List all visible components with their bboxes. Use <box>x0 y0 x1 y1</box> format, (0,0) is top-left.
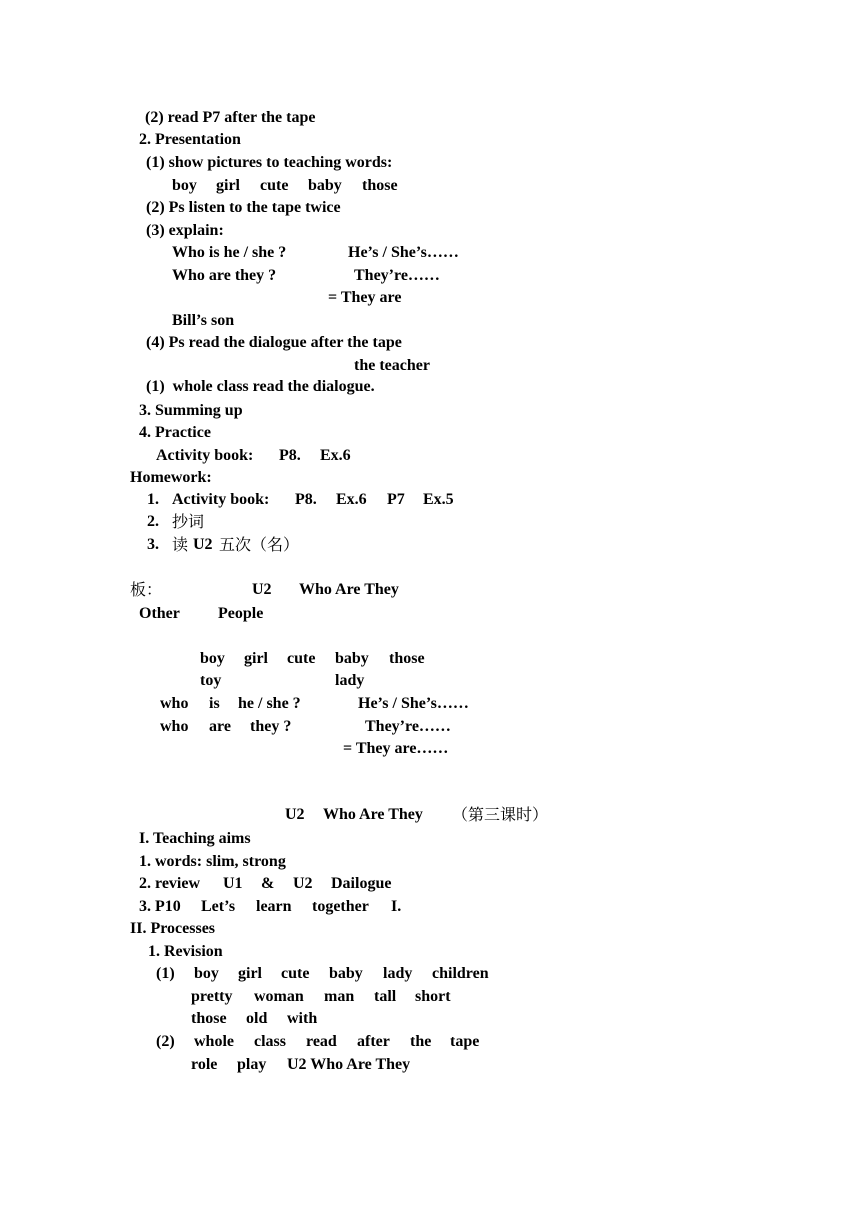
board-a2: They’re…… <box>365 718 451 735</box>
rev-word-with: with <box>287 1010 318 1027</box>
line-bills-son: Bill’s son <box>172 312 235 329</box>
homework-1-exercise: Ex.6 <box>336 491 367 508</box>
lesson3-title: Who Are They <box>323 806 423 823</box>
word-boy: boy <box>172 177 197 194</box>
rev-word-boy: boy <box>194 965 219 982</box>
line-the-teacher: the teacher <box>354 357 430 374</box>
line-read-p7: (2) read P7 after the tape <box>145 109 316 126</box>
aim-2-u1: U1 <box>223 875 243 892</box>
revision-2-num: (2) <box>156 1033 175 1050</box>
rev-word-those: those <box>191 1010 227 1027</box>
aim-3-part: I. <box>391 898 402 915</box>
rev-word-cute: cute <box>281 965 310 982</box>
word-cute: cute <box>260 177 289 194</box>
activity-book-label: Activity book: <box>156 447 254 464</box>
activity-book-page: P8. <box>279 447 301 464</box>
homework-3-times: 五次（名） <box>219 535 300 554</box>
activity-book-exercise: Ex.6 <box>320 447 351 464</box>
rev2-word-whole: whole <box>194 1033 234 1050</box>
equals-they-are: = They are <box>328 289 402 306</box>
heading-practice: 4. Practice <box>139 424 211 441</box>
heading-revision: 1. Revision <box>148 943 223 960</box>
homework-3-read: 读 <box>172 535 189 554</box>
rev2-word-read: read <box>306 1033 337 1050</box>
heading-homework: Homework: <box>130 469 212 486</box>
aim-3-p10: 3. P10 <box>139 898 181 915</box>
homework-1-page2: P7 <box>387 491 405 508</box>
board-word-girl: girl <box>244 650 268 667</box>
rev-word-man: man <box>324 988 355 1005</box>
word-baby: baby <box>308 177 342 194</box>
board-q2-who: who <box>160 718 189 735</box>
homework-1-exercise2: Ex.5 <box>423 491 454 508</box>
heading-presentation: 2. Presentation <box>139 131 241 148</box>
board-word-cute: cute <box>287 650 316 667</box>
aim-3-together: together <box>312 898 369 915</box>
rev2-word-the: the <box>410 1033 432 1050</box>
lesson3-unit: U2 <box>285 806 305 823</box>
rev2-word-play: play <box>237 1056 267 1073</box>
line-explain: (3) explain: <box>146 222 224 239</box>
rev2-unit-title: U2 Who Are They <box>287 1056 411 1073</box>
board-a1: He’s / She’s…… <box>358 695 469 712</box>
board-other: Other <box>139 605 180 622</box>
line-read-dialogue: (4) Ps read the dialogue after the tape <box>146 334 402 351</box>
aim-3-learn: learn <box>256 898 292 915</box>
rev2-word-tape: tape <box>450 1033 480 1050</box>
rev-word-tall: tall <box>374 988 397 1005</box>
board-label: 板： <box>130 580 163 599</box>
board-word-baby: baby <box>335 650 369 667</box>
rev2-word-after: after <box>357 1033 390 1050</box>
board-title: Who Are They <box>299 581 399 598</box>
rev-word-short: short <box>415 988 451 1005</box>
aim-2-dailogue: Dailogue <box>331 875 392 892</box>
revision-1-num: (1) <box>156 965 175 982</box>
homework-3-num: 3. <box>147 536 159 553</box>
board-q2-they: they ? <box>250 718 292 735</box>
line-listen: (2) Ps listen to the tape twice <box>146 199 341 216</box>
question-who-are: Who are they ? <box>172 267 277 284</box>
board-word-lady: lady <box>335 672 365 689</box>
word-those: those <box>362 177 398 194</box>
answer-hes-shes: He’s / She’s…… <box>348 244 459 261</box>
board-unit: U2 <box>252 581 272 598</box>
board-word-those: those <box>389 650 425 667</box>
aim-3-lets: Let’s <box>201 898 236 915</box>
rev-word-baby: baby <box>329 965 363 982</box>
homework-2-copy-words: 抄词 <box>172 512 205 531</box>
question-who-is: Who is he / she ? <box>172 244 287 261</box>
rev-word-children: children <box>432 965 489 982</box>
heading-summing-up: 3. Summing up <box>139 402 243 419</box>
rev-word-old: old <box>246 1010 268 1027</box>
aim-2-u2: U2 <box>293 875 313 892</box>
aim-2-and: & <box>261 875 275 892</box>
board-people: People <box>218 605 264 622</box>
rev-word-woman: woman <box>254 988 304 1005</box>
heading-processes: II. Processes <box>130 920 216 937</box>
homework-1-num: 1. <box>147 491 159 508</box>
board-word-boy: boy <box>200 650 225 667</box>
board-q1-who: who <box>160 695 189 712</box>
heading-teaching-aims: I. Teaching aims <box>139 830 251 847</box>
rev2-word-role: role <box>191 1056 218 1073</box>
rev-word-lady: lady <box>383 965 413 982</box>
answer-theyre: They’re…… <box>354 267 440 284</box>
homework-3-unit: U2 <box>193 536 213 553</box>
board-word-toy: toy <box>200 672 222 689</box>
rev2-word-class: class <box>254 1033 286 1050</box>
rev-word-girl: girl <box>238 965 262 982</box>
board-q1-is: is <box>209 695 220 712</box>
board-q2-are: are <box>209 718 231 735</box>
homework-1-activity-book: Activity book: <box>172 491 270 508</box>
board-q1-he-she: he / she ? <box>238 695 301 712</box>
aim-2-review: 2. review <box>139 875 201 892</box>
lesson3-period: （第三课时） <box>452 805 549 824</box>
board-equals: = They are…… <box>343 740 449 757</box>
homework-2-num: 2. <box>147 513 159 530</box>
line-show-pictures: (1) show pictures to teaching words: <box>146 154 393 171</box>
homework-1-page: P8. <box>295 491 317 508</box>
rev-word-pretty: pretty <box>191 988 233 1005</box>
word-girl: girl <box>216 177 240 194</box>
line-whole-class: (1) whole class read the dialogue. <box>146 378 375 395</box>
aim-1: 1. words: slim, strong <box>139 853 286 870</box>
